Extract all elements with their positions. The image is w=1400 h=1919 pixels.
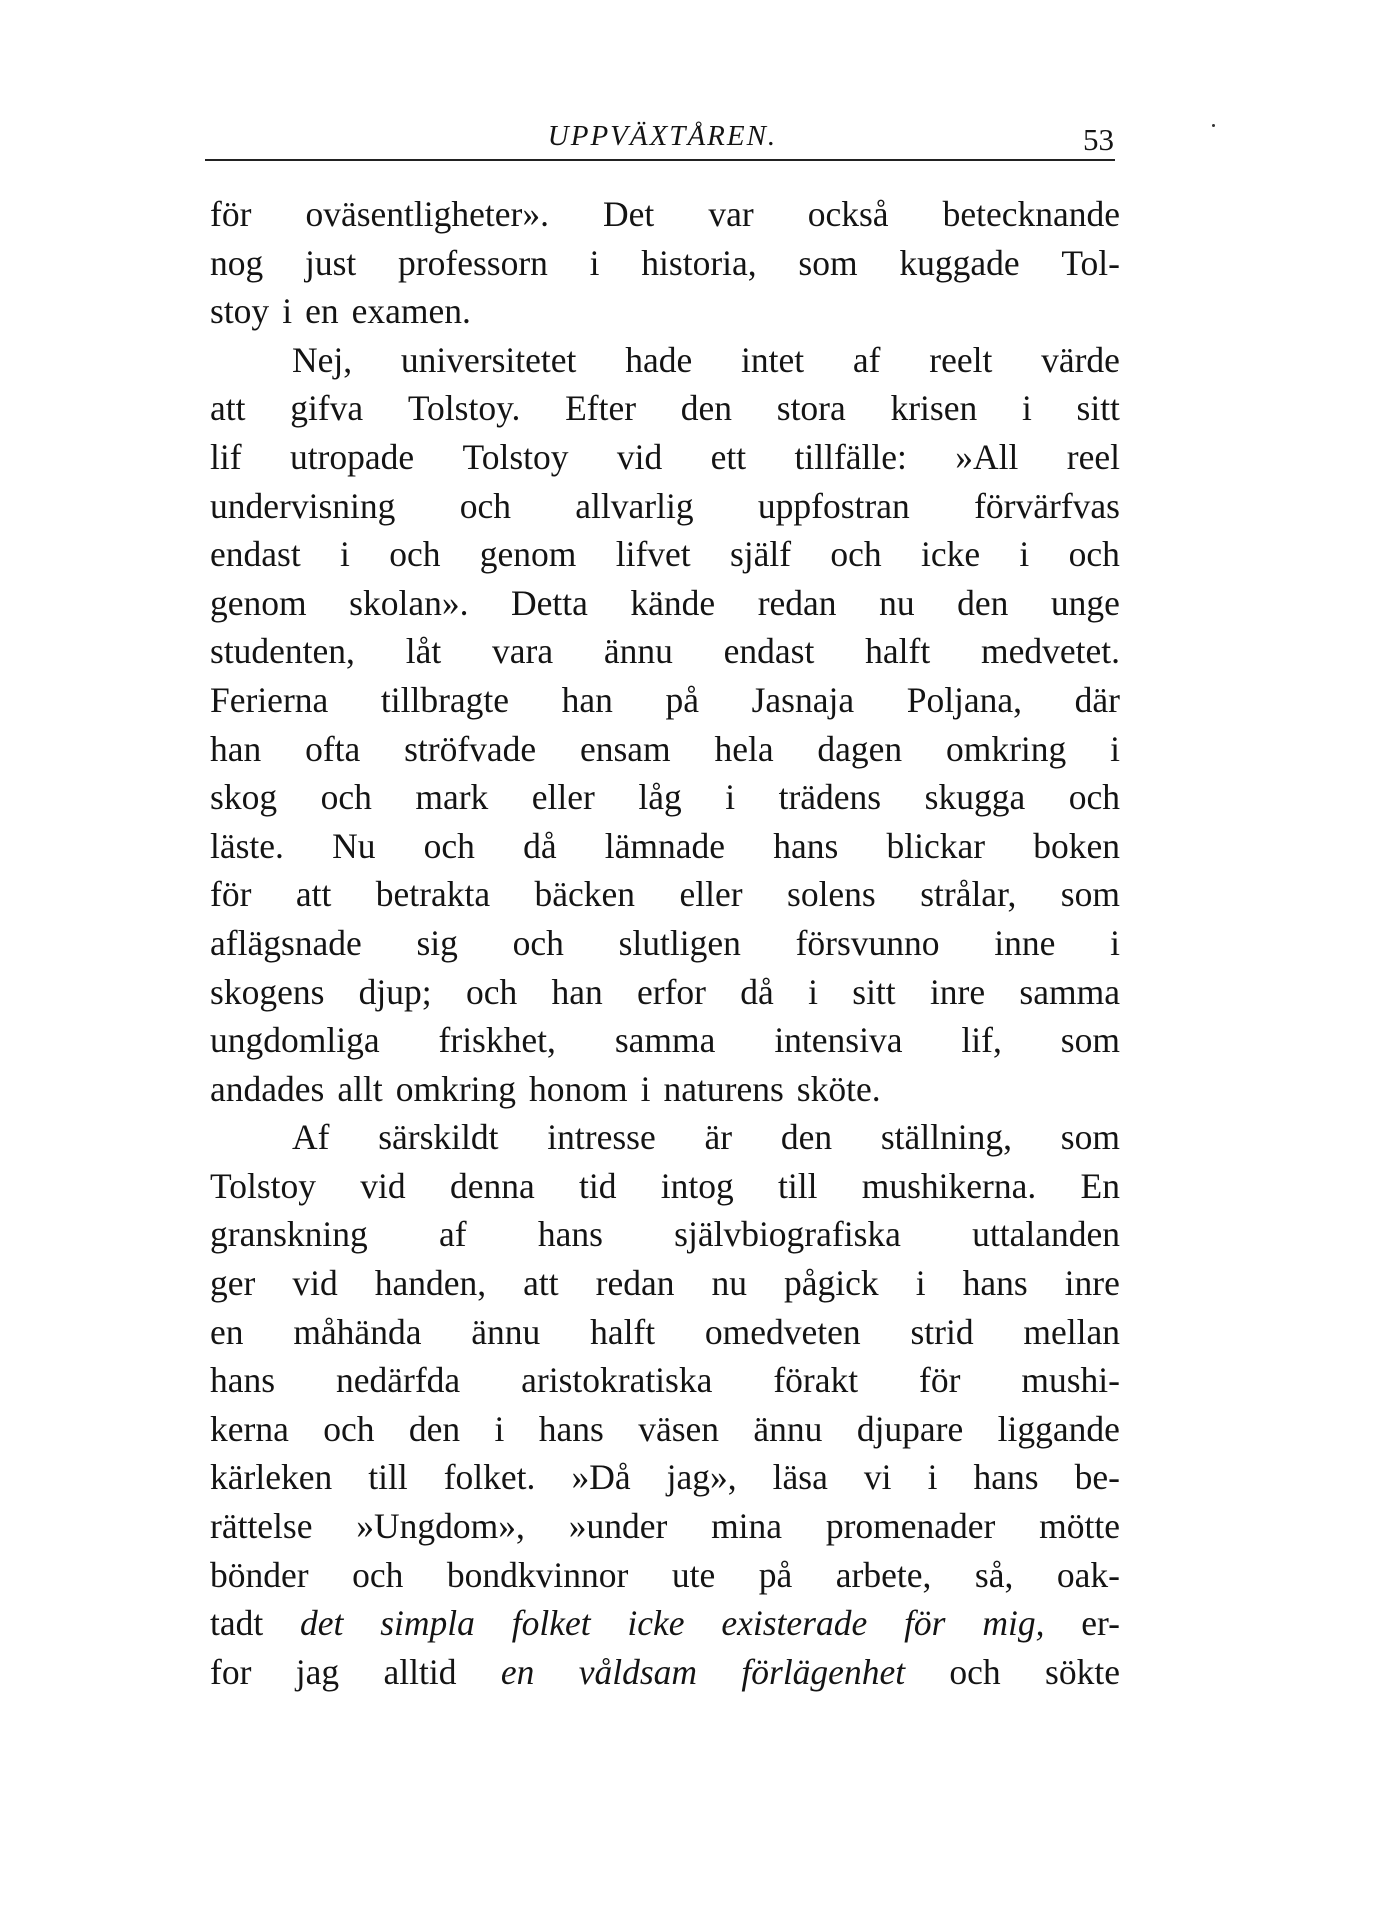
word: kerna	[210, 1408, 289, 1449]
word: folket.	[443, 1457, 536, 1498]
word: studenten,	[210, 631, 355, 672]
word: i	[494, 1408, 505, 1449]
word: som	[798, 242, 858, 283]
text-line	[210, 822, 1120, 871]
word: kuggade	[899, 242, 1020, 283]
word: i	[1019, 534, 1030, 575]
word: halft	[590, 1311, 656, 1352]
word: unge	[1050, 582, 1120, 623]
text-line	[210, 433, 1120, 482]
word: »All	[955, 436, 1019, 477]
word: handen,	[374, 1263, 487, 1304]
word: att	[210, 388, 246, 429]
word: Efter	[565, 388, 637, 429]
word: hade	[625, 339, 693, 380]
word: allvarlig	[575, 485, 694, 526]
word: nog	[210, 242, 264, 283]
word: strid	[910, 1311, 974, 1352]
word: hans	[538, 1408, 604, 1449]
word: hela	[714, 728, 774, 769]
word: vid	[616, 436, 663, 477]
word: arbete,	[835, 1554, 932, 1595]
word: intensiva	[774, 1020, 903, 1061]
text-line	[210, 336, 1120, 385]
word: skugga	[924, 777, 1026, 818]
word: just	[305, 242, 357, 283]
word: historia,	[641, 242, 757, 283]
word: slutligen	[618, 922, 741, 963]
running-head	[205, 118, 1120, 160]
word: och	[949, 1651, 1001, 1692]
word: for	[210, 1651, 252, 1692]
word: för	[210, 874, 252, 915]
word: i	[640, 1068, 651, 1109]
word: ger	[210, 1263, 256, 1304]
word: andades	[210, 1068, 325, 1109]
text-line	[210, 1259, 1120, 1308]
word: skolan».	[349, 582, 469, 623]
body-text	[210, 190, 1120, 1696]
word: mushikerna.	[861, 1165, 1037, 1206]
word: som	[1060, 1117, 1120, 1158]
word: sig	[416, 922, 458, 963]
word: och	[1068, 777, 1120, 818]
word: examen.	[351, 291, 471, 332]
word: och	[323, 1408, 375, 1449]
word: hans	[773, 825, 839, 866]
word: skogens	[210, 971, 325, 1012]
text-line	[210, 725, 1120, 774]
word: och	[512, 922, 564, 963]
word: också	[807, 194, 889, 234]
page-number: 53	[1083, 122, 1114, 157]
word: jag»,	[666, 1457, 737, 1498]
word: Ferierna	[210, 679, 329, 720]
word: ett	[710, 436, 747, 477]
word: och	[423, 825, 475, 866]
word: ännu	[471, 1311, 541, 1352]
word: undervisning	[210, 485, 396, 526]
text-line	[210, 1648, 1120, 1697]
word: dagen	[817, 728, 903, 769]
text-line	[210, 1356, 1120, 1405]
word: honom	[529, 1068, 628, 1109]
word: då	[523, 825, 557, 866]
word: som	[1060, 874, 1120, 915]
word: sitt	[852, 971, 896, 1012]
word: inre	[1064, 1263, 1120, 1304]
word: tillfälle:	[794, 436, 907, 477]
word: samma	[614, 1020, 716, 1061]
word: Tolstoy	[210, 1165, 316, 1206]
word: »Då	[571, 1457, 631, 1498]
word: och	[352, 1554, 404, 1595]
italic-word: en	[500, 1651, 535, 1692]
word: friskhet,	[438, 1020, 556, 1061]
word: Tolstoy.	[407, 388, 521, 429]
word: strålar,	[920, 874, 1017, 915]
word: redan	[757, 582, 837, 623]
word: reel	[1066, 436, 1120, 477]
word: lif	[210, 436, 242, 477]
word: en	[305, 291, 339, 332]
text-line	[210, 287, 1120, 336]
word: sköte.	[796, 1068, 881, 1109]
word: pågick	[784, 1263, 879, 1304]
word: endast	[723, 631, 815, 672]
word: vid	[360, 1165, 406, 1206]
word: professorn	[398, 242, 548, 283]
word: ännu	[603, 631, 673, 672]
word: erfor	[637, 971, 707, 1012]
italic-word: förlägenhet	[741, 1651, 906, 1692]
word: boken	[1033, 825, 1120, 866]
word: ännu	[753, 1408, 823, 1449]
word: så,	[974, 1554, 1014, 1595]
word: hans	[973, 1457, 1039, 1498]
running-title: UPPVÄXTÅREN.	[547, 120, 778, 152]
word: i	[927, 1457, 938, 1498]
word: han	[561, 679, 613, 720]
word: liggande	[997, 1408, 1120, 1449]
word: han	[210, 728, 262, 769]
word: den	[780, 1117, 833, 1158]
text-line	[210, 919, 1120, 968]
word: för	[919, 1360, 961, 1401]
word: Nu	[332, 825, 376, 866]
word: endast	[210, 534, 301, 575]
word: universitetet	[400, 339, 577, 380]
word: be-	[1074, 1457, 1120, 1498]
word: till	[368, 1457, 408, 1498]
word: och	[1068, 534, 1120, 575]
word: eller	[679, 874, 743, 915]
word: aflägsnade	[210, 922, 362, 963]
text-line	[210, 1453, 1120, 1502]
word: han	[551, 971, 603, 1012]
word: icke	[920, 534, 981, 575]
word: djupare	[856, 1408, 964, 1449]
word: vid	[292, 1263, 338, 1304]
word: förakt	[773, 1360, 859, 1401]
word: för	[210, 194, 252, 234]
word: trädens	[778, 777, 882, 818]
word: och	[389, 534, 441, 575]
word: aristokratiska	[521, 1360, 713, 1401]
word: mötte	[1039, 1506, 1120, 1547]
word: den	[680, 388, 733, 429]
word: intog	[660, 1165, 734, 1206]
word: naturens	[663, 1068, 784, 1109]
word: i	[1110, 728, 1120, 769]
word: där	[1074, 679, 1120, 720]
word: mina	[711, 1506, 783, 1547]
word: Det	[603, 194, 655, 234]
text-line	[210, 1113, 1120, 1162]
text-line	[210, 1502, 1120, 1551]
word: i	[282, 291, 293, 332]
word: omkring	[945, 728, 1067, 769]
text-line	[210, 239, 1120, 288]
word: redan	[595, 1263, 675, 1304]
word: att	[295, 874, 332, 915]
word: alltid	[383, 1651, 457, 1692]
text-line	[210, 1599, 1120, 1648]
word: som	[1060, 1020, 1120, 1061]
word: blickar	[886, 825, 986, 866]
text-line	[210, 1308, 1120, 1357]
italic-word: simpla	[380, 1603, 475, 1644]
word: reelt	[929, 339, 993, 380]
text-line	[210, 1065, 1120, 1114]
word: djup;	[358, 971, 432, 1012]
word: mellan	[1023, 1311, 1120, 1352]
italic-word: mig,	[982, 1603, 1045, 1644]
word: medvetet.	[980, 631, 1120, 672]
italic-word: för	[904, 1603, 946, 1644]
word: »under	[568, 1506, 668, 1547]
word: låt	[405, 631, 442, 672]
word: Nej,	[292, 339, 353, 380]
italic-word: folket	[511, 1603, 591, 1644]
word: Af	[292, 1117, 330, 1158]
word: Detta	[511, 582, 588, 623]
word: hans	[210, 1360, 276, 1401]
text-line	[210, 1551, 1120, 1600]
word: Tolstoy	[462, 436, 569, 477]
word: krisen	[890, 388, 978, 429]
word: på	[758, 1554, 793, 1595]
word: vi	[863, 1457, 892, 1498]
word: i	[915, 1263, 926, 1304]
word: ungdomliga	[210, 1020, 380, 1061]
word: lif,	[961, 1020, 1002, 1061]
word: den	[957, 582, 1009, 623]
text-line	[210, 384, 1120, 433]
italic-word: icke	[627, 1603, 685, 1644]
text-line	[210, 1405, 1120, 1454]
word: oak-	[1056, 1554, 1120, 1595]
text-line	[210, 968, 1120, 1017]
word: utropade	[289, 436, 415, 477]
word: af	[852, 339, 881, 380]
word: bäcken	[534, 874, 636, 915]
word: väsen	[638, 1408, 720, 1449]
text-line	[210, 1162, 1120, 1211]
word: uppfostran	[757, 485, 910, 526]
word: kärleken	[210, 1457, 333, 1498]
word: betrakta	[375, 874, 491, 915]
word: hans	[962, 1263, 1028, 1304]
word: då	[740, 971, 774, 1012]
text-line	[210, 530, 1120, 579]
word: måhända	[293, 1311, 422, 1352]
word: ute	[671, 1554, 716, 1595]
word: nu	[879, 582, 915, 623]
word: eller	[531, 777, 595, 818]
word: halft	[865, 631, 931, 672]
word: i	[808, 971, 818, 1012]
header-rule	[205, 159, 1115, 161]
word: sitt	[1076, 388, 1120, 429]
text-line	[210, 1016, 1120, 1065]
word: inne	[994, 922, 1056, 963]
word: denna	[449, 1165, 535, 1206]
word: uttalanden	[972, 1214, 1120, 1255]
word: tadt	[210, 1603, 264, 1644]
word: den	[408, 1408, 461, 1449]
word: var	[708, 194, 754, 234]
word: värde	[1041, 339, 1120, 380]
text-line	[210, 773, 1120, 822]
word: betecknande	[942, 194, 1120, 234]
word: till	[778, 1165, 818, 1206]
word: genom	[479, 534, 577, 575]
text-line	[210, 676, 1120, 725]
word: självbiografiska	[674, 1214, 901, 1255]
word: hans	[537, 1214, 603, 1255]
word: en	[210, 1311, 244, 1352]
word: att	[523, 1263, 559, 1304]
word: tid	[578, 1165, 617, 1206]
word: af	[439, 1214, 467, 1255]
word: bondkvinnor	[446, 1554, 629, 1595]
word: omkring	[395, 1068, 517, 1109]
word: själf	[729, 534, 792, 575]
word: ofta	[305, 728, 361, 769]
word: kände	[630, 582, 716, 623]
word: i	[589, 242, 600, 283]
word: och	[830, 534, 882, 575]
word: Poljana,	[906, 679, 1023, 720]
word: stoy	[210, 291, 270, 332]
word: stora	[776, 388, 846, 429]
word: En	[1080, 1165, 1120, 1206]
word: och	[465, 971, 518, 1012]
word: och	[459, 485, 511, 526]
word: intet	[740, 339, 805, 380]
word: allt	[337, 1068, 383, 1109]
word: mushi-	[1021, 1360, 1120, 1401]
text-line	[210, 579, 1120, 628]
word: i	[725, 777, 736, 818]
word: Tol-	[1061, 242, 1120, 283]
word: ställning,	[880, 1117, 1012, 1158]
word: omedveten	[704, 1311, 861, 1352]
word: förvärfvas	[974, 485, 1120, 526]
word: låg	[638, 777, 682, 818]
word: rättelse	[210, 1506, 313, 1547]
word: Jasnaja	[751, 679, 855, 720]
word: promenader	[825, 1506, 996, 1547]
word: »Ungdom»,	[356, 1506, 525, 1547]
word: tillbragte	[380, 679, 510, 720]
word: läste.	[210, 825, 284, 866]
word: granskning	[210, 1214, 368, 1255]
word: lifvet	[615, 534, 691, 575]
word: i	[340, 534, 350, 575]
word: nedärfda	[336, 1360, 461, 1401]
word: skog	[210, 777, 278, 818]
word: särskildt	[378, 1117, 499, 1158]
text-line	[210, 627, 1120, 676]
word: genom	[210, 582, 307, 623]
word: gifva	[290, 388, 364, 429]
word: intresse	[547, 1117, 656, 1158]
word: bönder	[210, 1554, 309, 1595]
italic-word: existerade	[721, 1603, 868, 1644]
word: läsa	[772, 1457, 828, 1498]
word: samma	[1019, 971, 1120, 1012]
word: och	[320, 777, 372, 818]
word: i	[1021, 388, 1032, 429]
word: solens	[787, 874, 876, 915]
italic-word: våldsam	[578, 1651, 698, 1692]
word: er-	[1081, 1603, 1120, 1644]
word: oväsentligheter».	[305, 194, 549, 234]
text-line	[210, 1210, 1120, 1259]
word: vara	[491, 631, 554, 672]
text-line	[210, 870, 1120, 919]
text-line	[210, 482, 1120, 531]
word: ströfvade	[404, 728, 537, 769]
word: nu	[711, 1263, 748, 1304]
print-speck	[1212, 124, 1215, 127]
italic-word: det	[300, 1603, 344, 1644]
word: jag	[295, 1651, 340, 1692]
word: ensam	[579, 728, 671, 769]
word: lämnade	[604, 825, 726, 866]
word: i	[1110, 922, 1120, 963]
text-line	[210, 190, 1120, 239]
word: inre	[929, 971, 986, 1012]
word: på	[665, 679, 699, 720]
word: sökte	[1045, 1651, 1120, 1692]
word: är	[704, 1117, 733, 1158]
word: försvunno	[795, 922, 940, 963]
word: mark	[415, 777, 489, 818]
